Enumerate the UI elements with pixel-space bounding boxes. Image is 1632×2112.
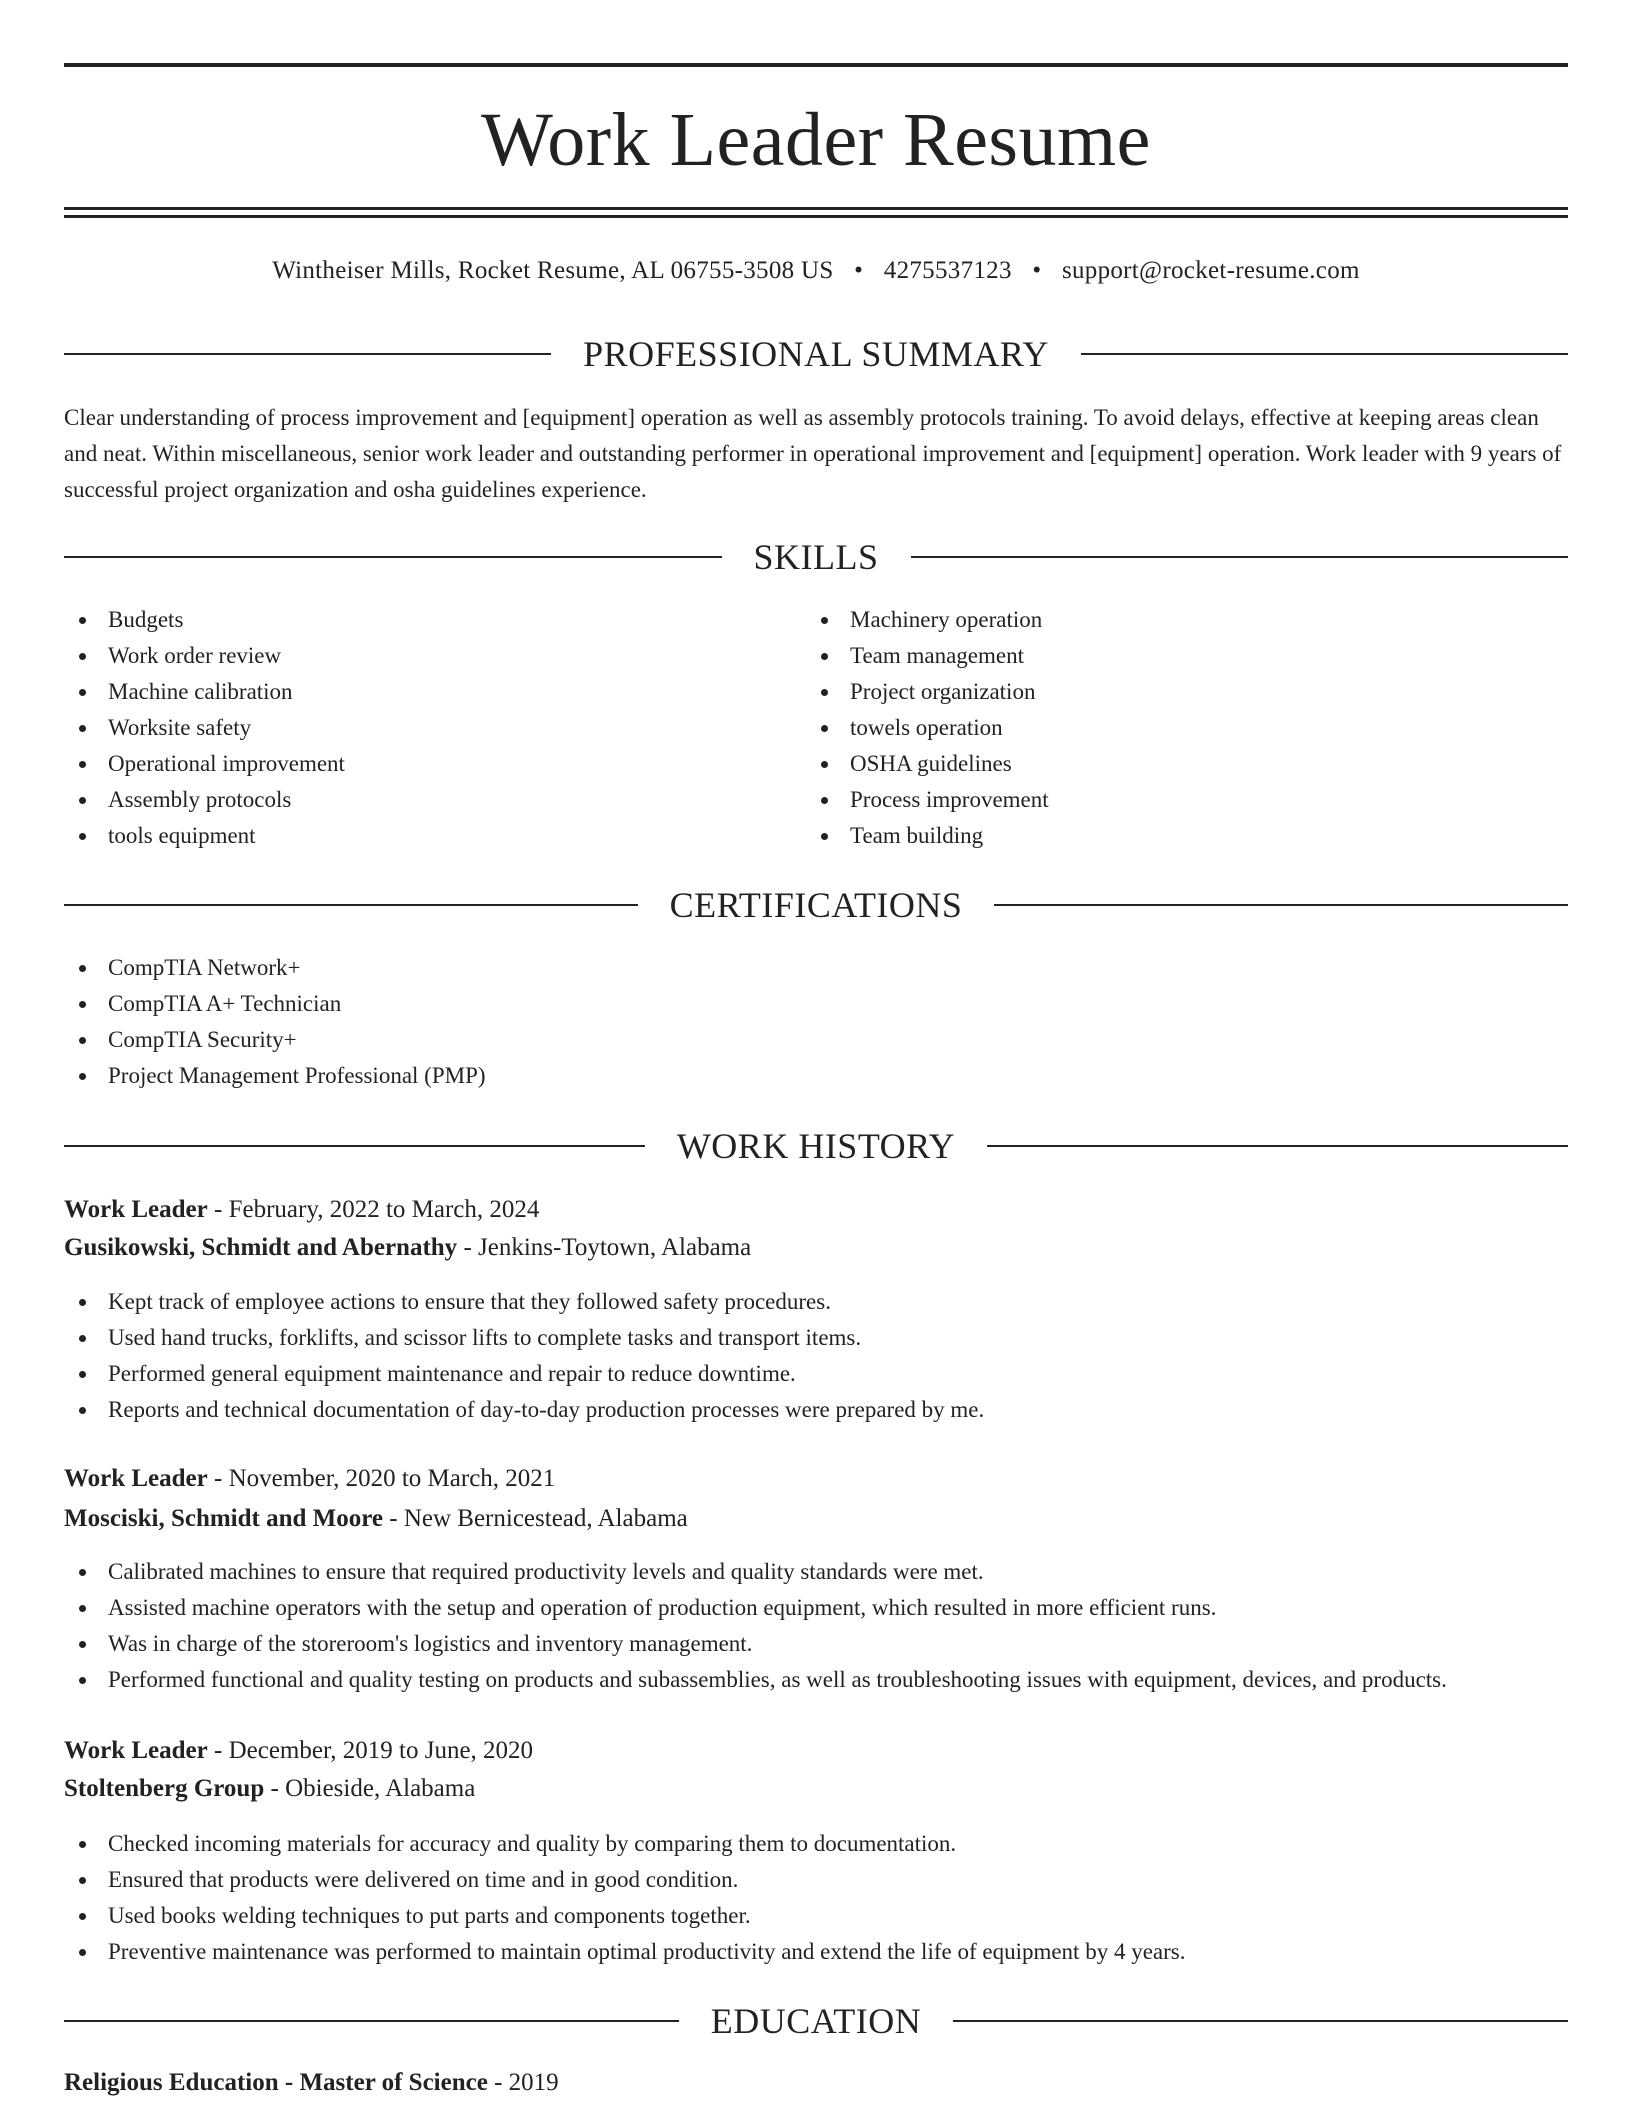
job-bullet-list bbox=[64, 1284, 1568, 1428]
job-company-line: Gusikowski, Schmidt and Abernathy - Jenkins-Toytown, Alabama bbox=[64, 1234, 752, 1261]
skills-heading-label: SKILLS bbox=[753, 537, 879, 577]
job-title-line: Work Leader - December, 2019 to June, 2020 bbox=[64, 1737, 534, 1764]
skill-item: Budgets bbox=[64, 602, 804, 638]
header-double-rule-lower bbox=[64, 215, 1568, 218]
job-location: New Bernicestead, Alabama bbox=[403, 1505, 688, 1532]
heading-rule-left bbox=[64, 2020, 679, 2022]
job-dates: February, 2022 to March, 2024 bbox=[228, 1196, 540, 1223]
summary-text: Clear understanding of process improvement and [equipment] operation as well as assembly protocols training. To avoid delays, effective at keeping areas clean and neat. Within miscellaneous, senior work leader and outstanding performer in operational improvement and [equipment] operation. Work leader with 9 years of successful project organization and osha guidelines experience. bbox=[64, 405, 1562, 502]
certification-item: CompTIA A+ Technician bbox=[64, 986, 1568, 1022]
skill-item: tools equipment bbox=[64, 818, 804, 854]
skill-item: Machine calibration bbox=[64, 674, 804, 710]
skills-list-left bbox=[64, 602, 804, 854]
certification-item: CompTIA Network+ bbox=[64, 950, 1568, 986]
job-bullet: Assisted machine operators with the setup and operation of production equipment, which resulted in more efficient runs. bbox=[64, 1590, 1568, 1626]
job-title: Work Leader bbox=[64, 1737, 208, 1764]
job-title-line: Work Leader - February, 2022 to March, 2024 bbox=[64, 1196, 540, 1223]
heading-rule-right bbox=[994, 904, 1568, 906]
certification-item: Project Management Professional (PMP) bbox=[64, 1058, 1568, 1094]
skill-item: OSHA guidelines bbox=[806, 746, 1566, 782]
skill-item: Team building bbox=[806, 818, 1566, 854]
skill-item: Team management bbox=[806, 638, 1566, 674]
job-bullet: Reports and technical documentation of day-to-day production processes were prepared by me. bbox=[64, 1392, 1568, 1428]
job-location: Jenkins-Toytown, Alabama bbox=[478, 1234, 752, 1261]
job-title: Work Leader bbox=[64, 1465, 208, 1492]
contact-address: Wintheiser Mills, Rocket Resume, AL 06755-3508 US bbox=[272, 257, 834, 284]
heading-rule-left bbox=[64, 904, 638, 906]
education-year: 2019 bbox=[508, 2069, 559, 2096]
certifications-heading-label: CERTIFICATIONS bbox=[669, 885, 963, 925]
header-double-rule-upper bbox=[64, 207, 1568, 210]
skill-item: Assembly protocols bbox=[64, 782, 804, 818]
job-bullet: Performed general equipment maintenance and repair to reduce downtime. bbox=[64, 1356, 1568, 1392]
summary-section-heading bbox=[64, 330, 1568, 378]
contact-line bbox=[64, 254, 1568, 288]
skill-item: Operational improvement bbox=[64, 746, 804, 782]
job-bullet: Used books welding techniques to put parts and components together. bbox=[64, 1898, 1568, 1934]
education-degree: Master of Science bbox=[299, 2069, 488, 2096]
education-heading-label: EDUCATION bbox=[710, 2001, 922, 2041]
heading-rule-right bbox=[1081, 353, 1568, 355]
job-location: Obieside, Alabama bbox=[285, 1775, 476, 1802]
education-entry: Religious Education - Master of Science - 2019 bbox=[64, 2069, 559, 2096]
skill-item: Machinery operation bbox=[806, 602, 1566, 638]
work-history-section-heading bbox=[64, 1122, 1568, 1170]
heading-rule-left bbox=[64, 556, 722, 558]
heading-rule-right bbox=[987, 1145, 1568, 1147]
certifications-list bbox=[64, 950, 1568, 1094]
page-title: Work Leader Resume bbox=[481, 98, 1151, 182]
job-bullet: Was in charge of the storeroom's logistics and inventory management. bbox=[64, 1626, 1568, 1662]
job-bullet-list bbox=[64, 1554, 1568, 1698]
certification-item: CompTIA Security+ bbox=[64, 1022, 1568, 1058]
job-bullet: Kept track of employee actions to ensure that they followed safety procedures. bbox=[64, 1284, 1568, 1320]
job-bullet: Ensured that products were delivered on time and in good condition. bbox=[64, 1862, 1568, 1898]
header-top-rule bbox=[64, 63, 1568, 67]
job-dates: December, 2019 to June, 2020 bbox=[228, 1737, 534, 1764]
contact-separator: • bbox=[854, 257, 864, 284]
job-bullet-list bbox=[64, 1826, 1568, 1970]
education-field: Religious Education bbox=[64, 2069, 279, 2096]
skills-section-heading bbox=[64, 533, 1568, 581]
job-bullet: Checked incoming materials for accuracy and quality by comparing them to documentation. bbox=[64, 1826, 1568, 1862]
skills-list-right bbox=[806, 602, 1566, 854]
certifications-section-heading bbox=[64, 881, 1568, 929]
heading-rule-left bbox=[64, 353, 551, 355]
job-company-line: Stoltenberg Group - Obieside, Alabama bbox=[64, 1775, 476, 1802]
work-history-heading-label: WORK HISTORY bbox=[676, 1126, 956, 1166]
job-bullet: Preventive maintenance was performed to maintain optimal productivity and extend the life of equipment by 4 years. bbox=[64, 1934, 1568, 1970]
heading-rule-left bbox=[64, 1145, 645, 1147]
skill-item: Project organization bbox=[806, 674, 1566, 710]
job-bullet: Performed functional and quality testing on products and subassemblies, as well as troubleshooting issues with equipment, devices, and products. bbox=[64, 1662, 1568, 1698]
skill-item: Worksite safety bbox=[64, 710, 804, 746]
job-company: Gusikowski, Schmidt and Abernathy bbox=[64, 1234, 458, 1261]
summary-heading-label: PROFESSIONAL SUMMARY bbox=[583, 334, 1049, 374]
skill-item: towels operation bbox=[806, 710, 1566, 746]
job-company-line: Mosciski, Schmidt and Moore - New Bernicestead, Alabama bbox=[64, 1505, 688, 1532]
job-dates: November, 2020 to March, 2021 bbox=[228, 1465, 556, 1492]
contact-separator: • bbox=[1032, 257, 1042, 284]
contact-email[interactable]: support@rocket-resume.com bbox=[1061, 257, 1360, 284]
job-bullet: Calibrated machines to ensure that required productivity levels and quality standards were met. bbox=[64, 1554, 1568, 1590]
heading-rule-right bbox=[953, 2020, 1568, 2022]
skill-item: Work order review bbox=[64, 638, 804, 674]
job-company: Stoltenberg Group bbox=[64, 1775, 265, 1802]
job-title-line: Work Leader - November, 2020 to March, 2021 bbox=[64, 1465, 556, 1492]
skill-item: Process improvement bbox=[806, 782, 1566, 818]
heading-rule-right bbox=[911, 556, 1569, 558]
job-title: Work Leader bbox=[64, 1196, 208, 1223]
job-company: Mosciski, Schmidt and Moore bbox=[64, 1505, 383, 1532]
education-section-heading bbox=[64, 1997, 1568, 2045]
contact-phone[interactable]: 4275537123 bbox=[883, 257, 1012, 284]
job-bullet: Used hand trucks, forklifts, and scissor lifts to complete tasks and transport items. bbox=[64, 1320, 1568, 1356]
